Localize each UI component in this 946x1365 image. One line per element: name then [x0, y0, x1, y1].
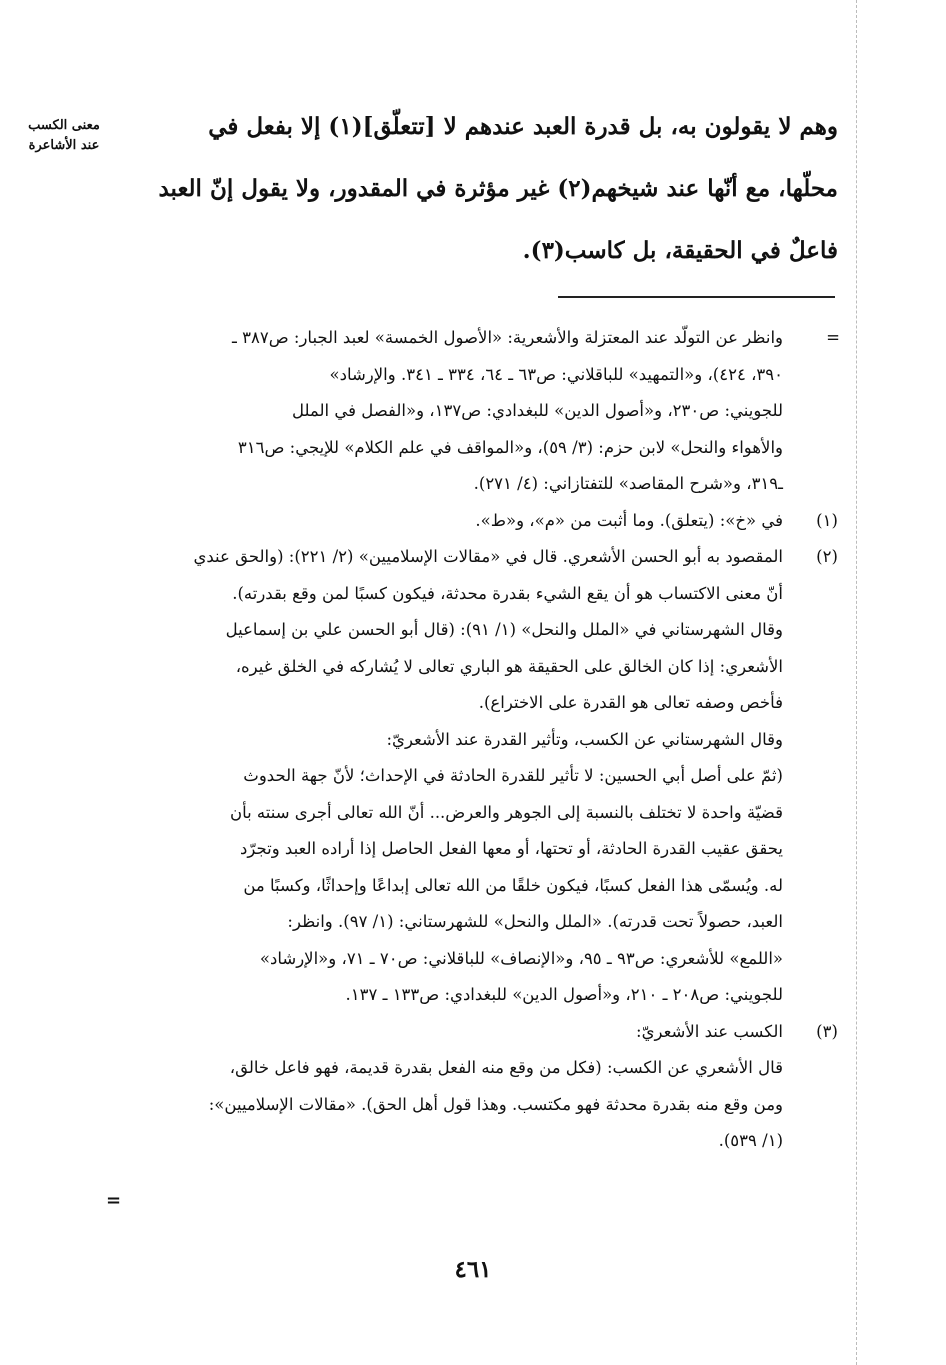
footnote-3-line: (١/ ٥٣٩). [718, 1131, 783, 1150]
footnote-continued-line: ٣٩٠، ٤٢٤)، و«التمهيد» للباقلاني: ص٦٣ ـ ٦٤، ٣٣٤ ـ ٣٤١. والإرشاد» [329, 364, 783, 384]
footnote-2-line: وقال الشهرستاني عن الكسب، وتأثير القدرة عند الأشعريّ: [386, 729, 783, 749]
footnote-2-line: «اللمع» للأشعري: ص٩٣ ـ ٩٥، و«الإنصاف» للباقلاني: ص٧٠ ـ ٧١، و«الإرشاد» [259, 948, 783, 968]
footnote-1: (١) في «خ»: (يتعلق). وما أثبت من «م»، و«ط». [118, 503, 845, 540]
footnote-divider [558, 296, 835, 298]
footnote-2-line: أنّ معنى الاكتساب هو أن يقع الشيء بقدرة محدثة، فيكون كسبًا لمن وقع بقدرته). [232, 583, 783, 603]
continuation-mark: = [826, 328, 840, 347]
footnote-2-line: (٢) المقصود به أبو الحسن الأشعري. قال في «مقالات الإسلاميين» (٢/ ٢٢١): (والحق عندي [118, 539, 845, 576]
footnote-2-line: الأشعري: إذا كان الخالق على الحقيقة هو الباري تعالى لا يُشاركه في الخلق غيره، [235, 656, 783, 676]
footnote-2-line: له. ويُسمّى هذا الفعل كسبًا، فيكون خلقًا من الله تعالى إبداعًا وإحداثًا، وكسبًا من [243, 875, 783, 895]
main-text-line: وهم لا يقولون به، بل قدرة العبد عندهم لا [تتعلّق](١) إلا بفعل في [208, 113, 838, 140]
footnote-3-line: قال الأشعري عن الكسب: (فكل من وقع منه الفعل بقدرة قديمة، فهو فاعل خالق، [229, 1058, 783, 1077]
main-text-line: فاعلٌ في الحقيقة، بل كاسب(٣). [522, 237, 838, 264]
footnotes [118, 320, 845, 1160]
footnote-number: (١) [816, 510, 838, 530]
footnote-2-line: وقال الشهرستاني في «الملل والنحل» (١/ ٩١): (قال أبو الحسن علي بن إسماعيل [225, 620, 783, 639]
margin-note [18, 116, 110, 156]
footnote-2-line: فأخص وصفه تعالى هو القدرة على الاختراع). [478, 693, 783, 712]
footnote-continued-line: والأهواء والنحل» لابن حزم: (٣/ ٥٩)، و«المواقف في علم الكلام» للإيجي: ص٣١٦ [237, 437, 783, 457]
footnote-2-line: قضيّة واحدة لا تختلف بالنسبة إلى الجوهر والعرض... أنّ الله تعالى أجرى سنته بأن [229, 802, 783, 822]
page-number: ٤٦١ [454, 1256, 492, 1283]
margin-note-line: معنى الكسب [28, 118, 100, 133]
footnote-2-line: العبد، حصولاً تحت قدرته). «الملل والنحل» للشهرستاني: (١/ ٩٧). وانظر: [287, 912, 783, 931]
footnote-continued-line: = وانظر عن التولّد عند المعتزلة والأشعرية: «الأصول الخمسة» لعبد الجبار: ص٣٨٧ ـ [118, 320, 845, 357]
footnote-number: (٣) [816, 1021, 838, 1041]
continues-mark: = [106, 1190, 122, 1211]
footnote-2-line: (ثمّ على أصل أبي الحسين: لا تأثير للقدرة الحادثة في الإحداث؛ لأنّ جهة الحدوث [243, 766, 783, 785]
main-text-line: محلّها، مع أنّها عند شيخهم(٢) غير مؤثرة في المقدور، ولا يقول إنّ العبد [158, 175, 838, 202]
footnote-continued-line: للجويني: ص٢٣٠، و«أصول الدين» للبغدادي: ص١٣٧، و«الفصل في الملل [291, 401, 783, 420]
page-edge-dashed-line [856, 0, 857, 1365]
footnote-number: (٢) [816, 547, 838, 566]
footnote-3-line: (٣) الكسب عند الأشعريّ: [118, 1014, 845, 1051]
footnote-2-line: يحقق عقيب القدرة الحادثة، أو تحتها، أو معها الفعل الحاصل إذا أراده العبد وتجرّد [240, 839, 783, 858]
main-text [118, 96, 838, 282]
footnote-2-line: للجويني: ص٢٠٨ ـ ٢١٠، و«أصول الدين» للبغدادي: ص١٣٣ ـ ١٣٧. [345, 985, 783, 1004]
footnote-3-line: ومن وقع منه بقدرة محدثة فهو مكتسب. وهذا قول أهل الحق). «مقالات الإسلاميين»: [208, 1094, 783, 1114]
footnote-continued-line: ـ٣١٩، و«شرح المقاصد» للتفتازاني: (٤/ ٢٧١). [473, 474, 783, 493]
margin-note-line: عند الأشاعرة [28, 138, 100, 153]
